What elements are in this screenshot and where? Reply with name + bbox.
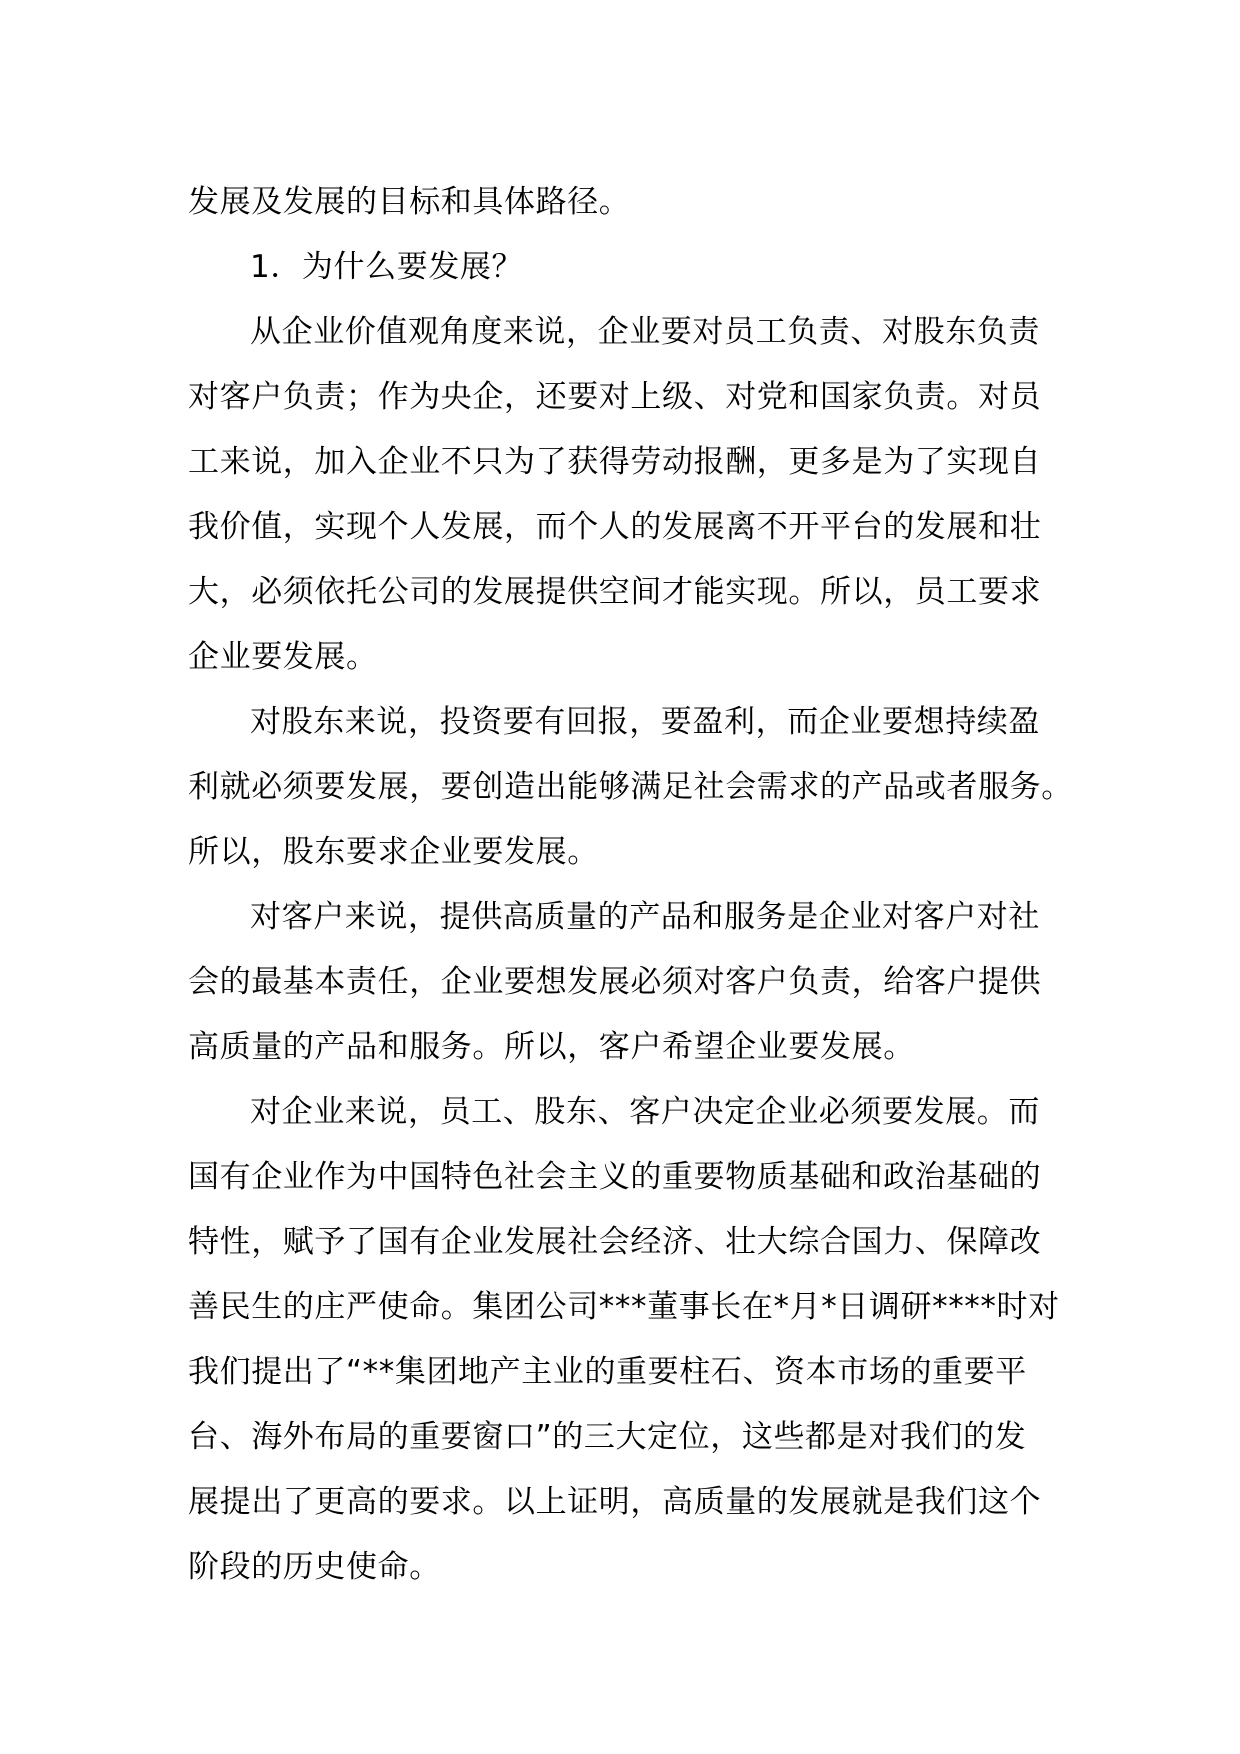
text-line: 台、海外布局的重要窗口”的三大定位，这些都是对我们的发 bbox=[188, 1419, 1027, 1455]
text-line: 发展及发展的目标和具体路径。 bbox=[188, 184, 631, 220]
text-line: 大，必须依托公司的发展提供空间才能实现。所以，员工要求 bbox=[188, 574, 1042, 610]
text-line: 工来说，加入企业不只为了获得劳动报酬，更多是为了实现自 bbox=[188, 444, 1042, 480]
text-line: 特性，赋予了国有企业发展社会经济、壮大综合国力、保障改 bbox=[188, 1224, 1042, 1260]
text-line: 阶段的历史使命。 bbox=[188, 1549, 441, 1585]
text-line: 对客户负责；作为央企，还要对上级、对党和国家负责。对员 bbox=[188, 379, 1042, 415]
body-text bbox=[188, 170, 1073, 1600]
text-line: 善民生的庄严使命。集团公司***董事长在*月*日调研****时对 bbox=[188, 1289, 1060, 1325]
text-line: 1．为什么要发展？ bbox=[250, 249, 524, 285]
text-line: 企业要发展。 bbox=[188, 639, 378, 675]
text-line: 对企业来说，员工、股东、客户决定企业必须要发展。而 bbox=[250, 1094, 1040, 1130]
text-line: 对客户来说，提供高质量的产品和服务是企业对客户对社 bbox=[250, 899, 1040, 935]
text-line: 我价值，实现个人发展，而个人的发展离不开平台的发展和壮 bbox=[188, 509, 1042, 545]
text-line: 我们提出了“**集团地产主业的重要柱石、资本市场的重要平 bbox=[188, 1354, 1027, 1390]
text-line: 会的最基本责任，企业要想发展必须对客户负责，给客户提供 bbox=[188, 964, 1042, 1000]
text-line: 所以，股东要求企业要发展。 bbox=[188, 834, 599, 870]
text-line: 展提出了更高的要求。以上证明，高质量的发展就是我们这个 bbox=[188, 1484, 1042, 1520]
text-line: 利就必须要发展，要创造出能够满足社会需求的产品或者服务。 bbox=[188, 769, 1073, 805]
text-line: 高质量的产品和服务。所以，客户希望企业要发展。 bbox=[188, 1029, 915, 1065]
text-line: 对股东来说，投资要有回报，要盈利，而企业要想持续盈 bbox=[250, 704, 1040, 740]
text-line: 从企业价值观角度来说，企业要对员工负责、对股东负责 bbox=[250, 314, 1040, 350]
text-line: 国有企业作为中国特色社会主义的重要物质基础和政治基础的 bbox=[188, 1159, 1042, 1195]
